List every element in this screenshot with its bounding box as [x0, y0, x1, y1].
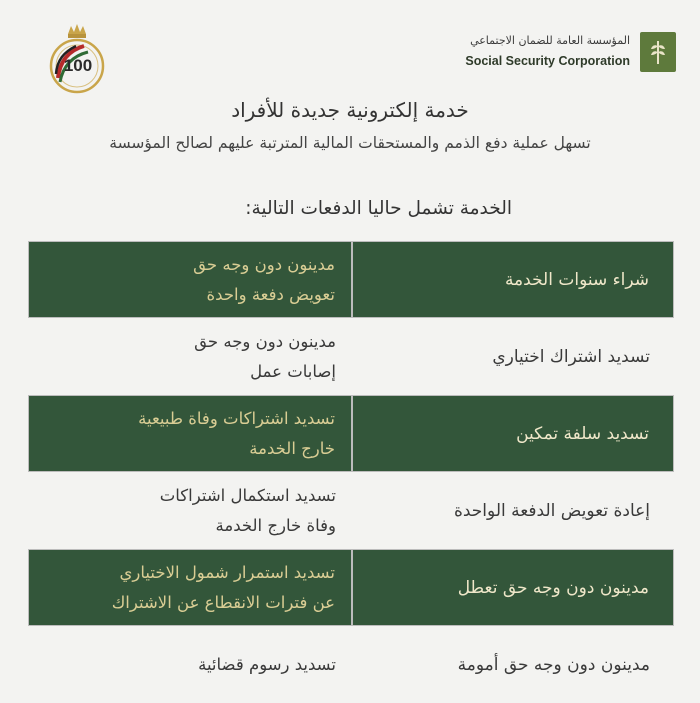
cell-text: مدينون دون وجه حق	[194, 331, 336, 351]
table-cell-left	[28, 318, 352, 395]
org-name-english: Social Security Corporation	[465, 54, 630, 68]
services-intro: الخدمة تشمل حاليا الدفعات التالية:	[245, 198, 512, 219]
cell-text: عن فترات الانقطاع عن الاشتراك	[111, 592, 335, 612]
ssc-brand	[444, 30, 676, 76]
table-cell-right: تسديد اشتراك اختياري	[352, 318, 674, 395]
ssc-logo-icon	[640, 32, 676, 72]
cell-text: تعويض دفعة واحدة	[206, 284, 335, 304]
org-name-arabic: المؤسسة العامة للضمان الاجتماعي	[470, 34, 630, 47]
cell-text: تسديد رسوم قضائية	[198, 654, 336, 674]
cell-text: تسديد استمرار شمول الاختياري	[119, 562, 335, 582]
payments-table	[28, 241, 674, 703]
table-cell-left	[28, 241, 352, 318]
table-cell-left	[28, 626, 352, 703]
table-cell-right: إعادة تعويض الدفعة الواحدة	[352, 472, 674, 549]
cell-text: تسديد اشتراكات وفاة طبيعية	[138, 408, 335, 428]
table-cell-right: تسديد سلفة تمكين	[352, 395, 674, 472]
cell-text: إصابات عمل	[250, 361, 336, 381]
cell-text: مدينون دون وجه حق	[193, 254, 335, 274]
table-cell-right: مدينون دون وجه حق تعطل	[352, 549, 674, 626]
page-title: خدمة إلكترونية جديدة للأفراد	[231, 98, 469, 122]
centenary-number: 100	[63, 56, 93, 75]
table-cell-right: مدينون دون وجه حق أمومة	[352, 626, 674, 703]
table-cell-right: شراء سنوات الخدمة	[352, 241, 674, 318]
centenary-emblem	[44, 20, 110, 98]
cell-text: خارج الخدمة	[249, 438, 335, 458]
table-cell-left	[28, 472, 352, 549]
page-subtitle: تسهل عملية دفع الذمم والمستحقات المالية المترتبة عليهم لصالح المؤسسة	[109, 134, 591, 152]
cell-text: تسديد استكمال اشتراكات	[159, 485, 336, 505]
table-cell-left	[28, 395, 352, 472]
cell-text: وفاة خارج الخدمة	[215, 515, 336, 535]
table-cell-left	[28, 549, 352, 626]
